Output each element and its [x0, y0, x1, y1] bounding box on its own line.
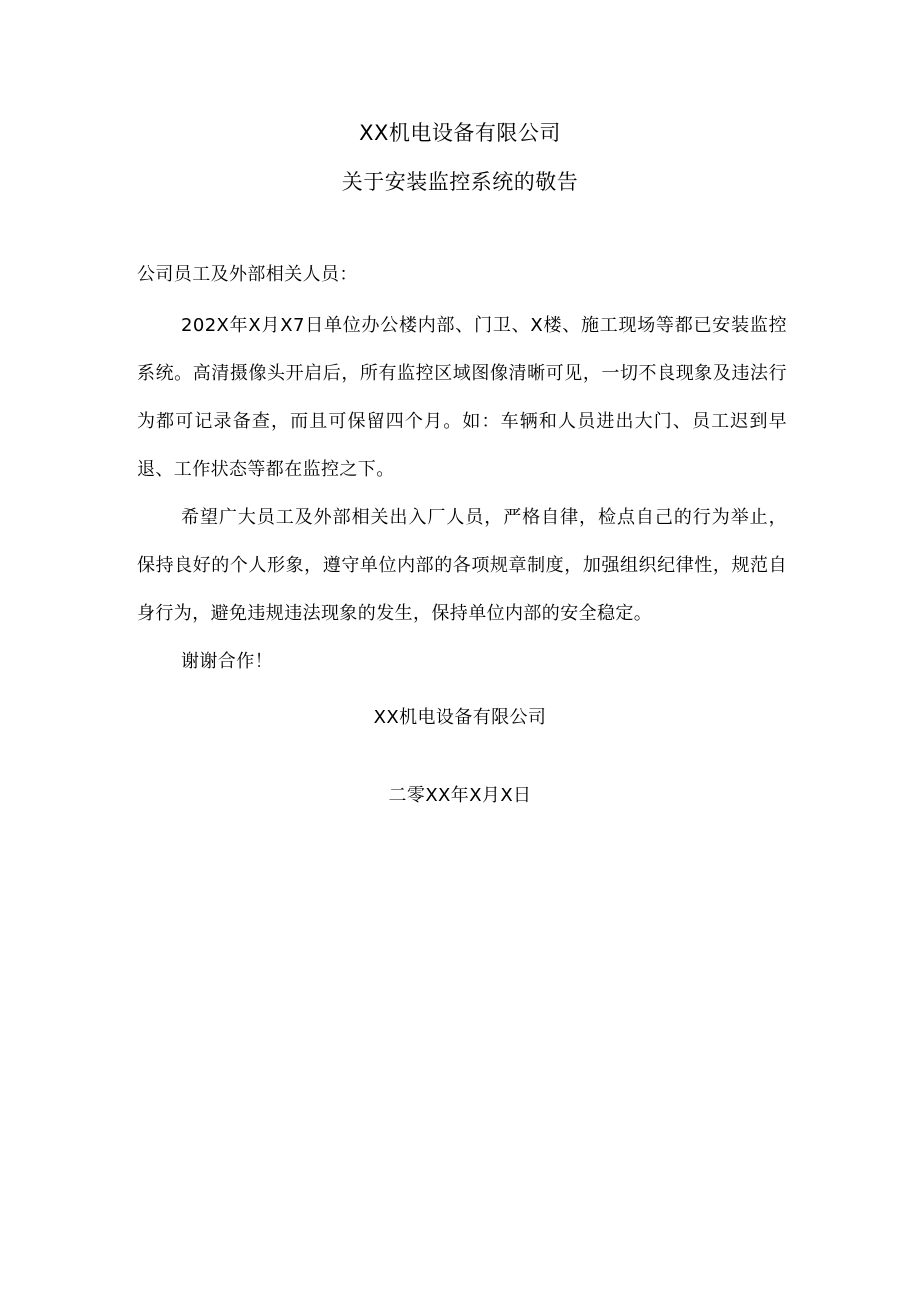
signature-date: 二零XX年X月X日 [388, 785, 532, 806]
document-title: XX机电设备有限公司 [359, 121, 561, 145]
body-paragraph-2: 希望广大员工及外部相关出入厂人员，严格自律，检点自己的行为举止，保持良好的个人形象，遵守单位内部的各项规章制度，加强组织纪律性，规范自身行为，避免违规违法现象的发生，保持单位内部的安全稳定。 [137, 507, 787, 624]
closing-thanks: 谢谢合作！ [181, 651, 273, 672]
signature-company: XX机电设备有限公司 [373, 707, 547, 728]
document-subtitle: 关于安装监控系统的敬告 [341, 170, 579, 194]
salutation: 公司员工及外部相关人员： [137, 264, 358, 285]
body-paragraph-1: 202X年X月X7日单位办公楼内部、门卫、X楼、施工现场等都已安装监控系统。高清摄像头开启后，所有监控区域图像清晰可见，一切不良现象及违法行为都可记录备查，而且可保留四个月。如：车辆和人员进出大门、员工迟到早退、工作状态等都在监控之下。 [137, 315, 787, 480]
